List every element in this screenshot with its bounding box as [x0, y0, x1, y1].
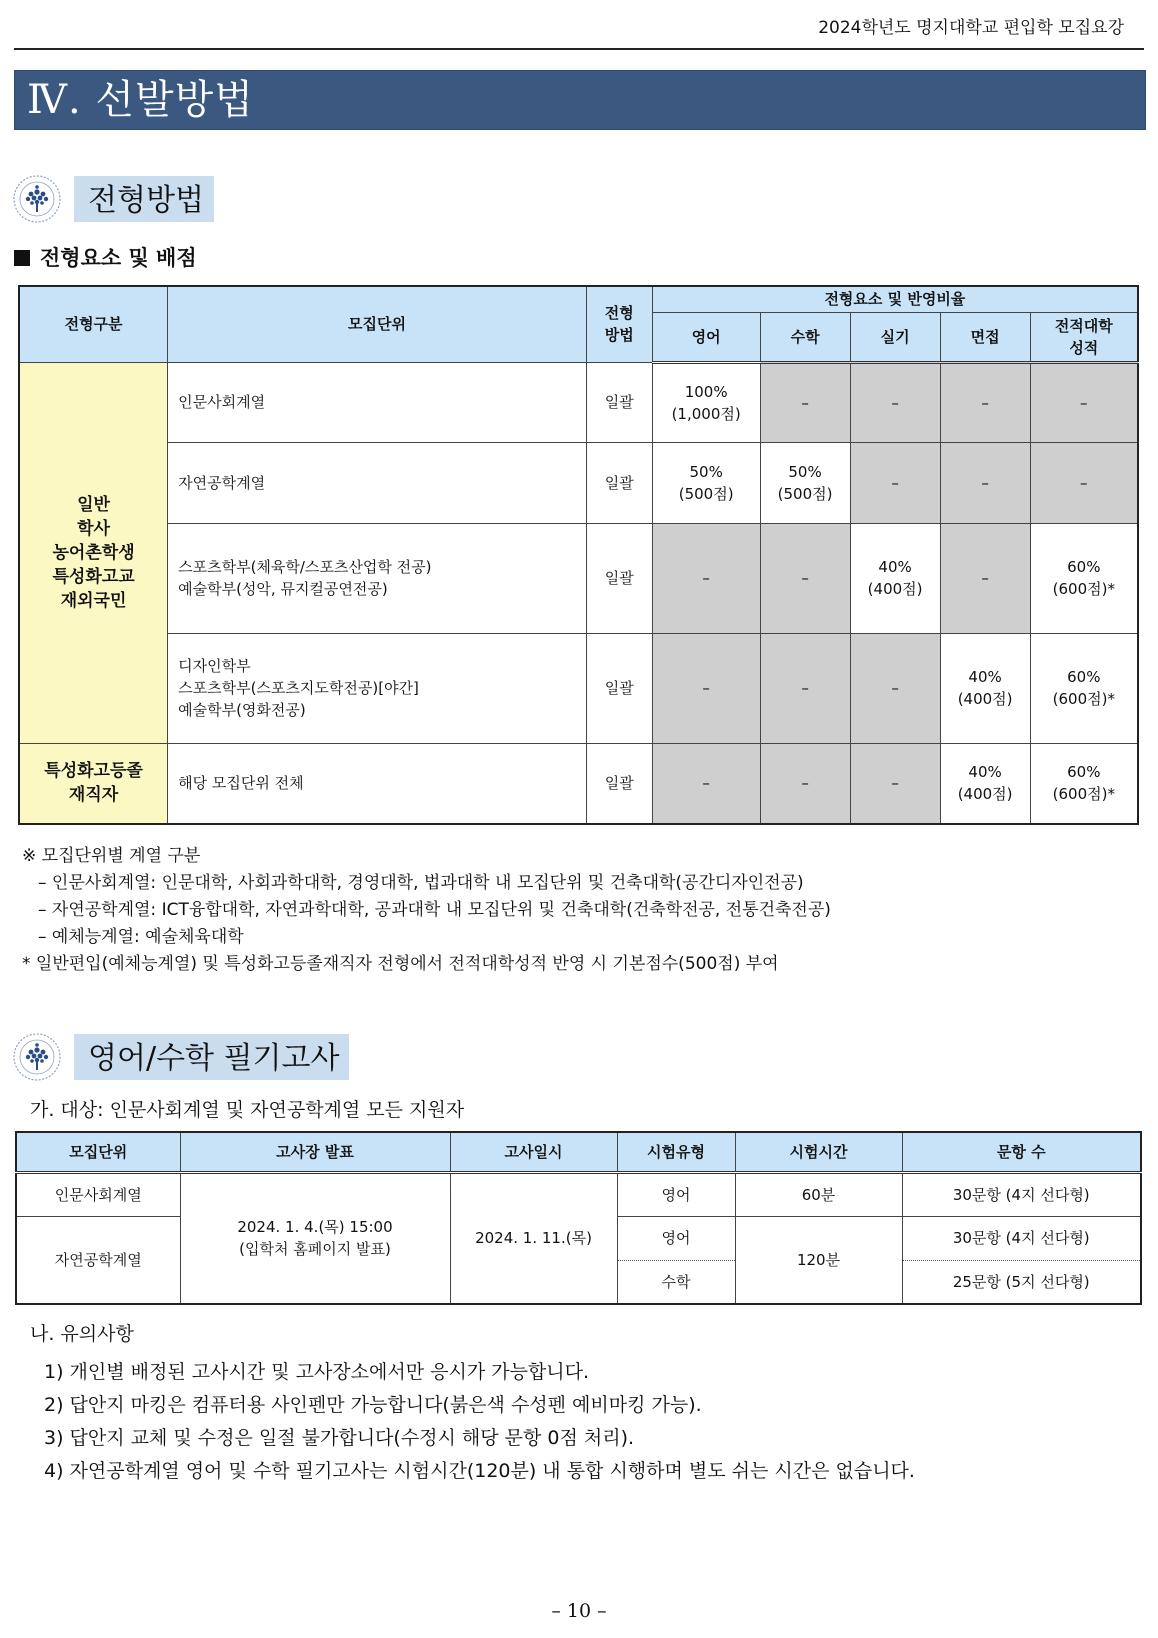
math-cell	[760, 442, 850, 523]
value-line: 60%	[1067, 668, 1101, 686]
written-exam-table	[15, 1131, 1142, 1305]
caution-item: 2) 답안지 마킹은 컴퓨터용 사인펜만 가능합니다(붉은색 수성펜 예비마킹 가능).	[44, 1394, 702, 1416]
unit-cell	[168, 633, 587, 743]
unit-line: 예술학부(성악, 뮤지컬공연전공)	[178, 580, 388, 598]
group-general	[19, 362, 168, 743]
value-line: 50%	[788, 462, 822, 481]
group-line: 농어촌학생	[52, 542, 135, 563]
method-cell: 일괄	[586, 523, 652, 633]
value-line: (400점)	[957, 785, 1013, 804]
header-date: 고사일시	[450, 1132, 617, 1172]
document-title: 2024학년도 명지대학교 편입학 모집요강	[818, 18, 1124, 38]
table-row	[19, 362, 1138, 442]
english-cell: –	[652, 633, 760, 743]
caution-item: 1) 개인별 배정된 고사시간 및 고사장소에서만 응시가 가능합니다.	[44, 1361, 590, 1383]
value-line: (400점)	[957, 690, 1013, 708]
unit-line: 스포츠학부(스포츠지도학전공)[야간]	[178, 679, 419, 697]
caution-item: 3) 답안지 교체 및 수정은 일절 불가합니다(수정시 해당 문항 0점 처리).	[44, 1427, 635, 1449]
interview-cell: –	[940, 442, 1030, 523]
announce-line: (입학처 홈페이지 발표)	[239, 1240, 391, 1259]
announce-cell	[180, 1172, 450, 1304]
interview-cell	[940, 633, 1030, 743]
unit-science: 자연공학계열	[16, 1216, 180, 1304]
note-line: – 인문사회계열: 인문대학, 사회과학대학, 경영대학, 법과대학 내 모집단위 및 건축대학(공간디자인전공)	[38, 873, 804, 893]
value-line: (400점)	[867, 580, 923, 598]
table-row	[19, 743, 1138, 824]
practical-cell: –	[850, 743, 940, 824]
math-cell: –	[760, 362, 850, 442]
header-unit: 모집단위	[16, 1132, 180, 1172]
group-line: 재외국민	[60, 590, 127, 611]
practical-cell: –	[850, 362, 940, 442]
value-line: 40%	[968, 763, 1002, 782]
count-cell: 30문항 (4지 선다형)	[902, 1216, 1141, 1260]
group-line: 특성화고교	[52, 566, 135, 587]
value-line: 50%	[689, 462, 723, 481]
unit-line: 인문사회계열	[178, 393, 266, 411]
group-line: 특성화고등졸	[44, 761, 143, 782]
table-row	[19, 523, 1138, 633]
note-heading: ※ 모집단위별 계열 구분	[22, 846, 201, 866]
note-footnote: * 일반편입(예체능계열) 및 특성화고등졸재직자 전형에서 전적대학성적 반영 시 기본점수(500점) 부여	[22, 954, 779, 974]
method-cell: 일괄	[586, 633, 652, 743]
subhead-text: 전형요소 및 배점	[40, 246, 197, 270]
header-announce: 고사장 발표	[180, 1132, 450, 1172]
interview-cell: –	[940, 523, 1030, 633]
page-number: – 10 –	[551, 1600, 607, 1622]
value-line: (600점)*	[1052, 785, 1115, 804]
table-row	[19, 633, 1138, 743]
unit-cell	[168, 362, 587, 442]
unit-line: 예술학부(영화전공)	[178, 701, 306, 719]
gpa-cell	[1030, 633, 1138, 743]
math-cell: –	[760, 633, 850, 743]
subhead-elements-scores	[14, 244, 197, 272]
time-cell: 120분	[735, 1216, 902, 1304]
unit-line: 스포츠학부(체육학/스포츠산업학 전공)	[178, 558, 432, 576]
header-count: 문항 수	[902, 1132, 1141, 1172]
header-interview: 면접	[940, 312, 1030, 362]
unit-cell	[168, 743, 587, 824]
unit-cell	[168, 523, 587, 633]
time-cell: 60분	[735, 1172, 902, 1216]
value-line: 60%	[1067, 558, 1101, 576]
unit-cell	[168, 442, 587, 523]
university-emblem-icon	[12, 1032, 62, 1082]
interview-cell	[940, 743, 1030, 824]
count-cell: 30문항 (4지 선다형)	[902, 1172, 1141, 1216]
group-line: 일반	[77, 494, 110, 515]
table-row	[16, 1172, 1141, 1216]
gpa-cell	[1030, 523, 1138, 633]
value-line: 40%	[968, 668, 1002, 686]
group-line: 재직자	[68, 785, 119, 806]
notes-block	[22, 843, 831, 978]
type-cell: 영어	[617, 1172, 735, 1216]
type-cell: 수학	[617, 1260, 735, 1304]
running-header	[14, 16, 1144, 50]
note-line: – 자연공학계열: ICT융합대학, 자연과학대학, 공과대학 내 모집단위 및 건축대학(건축학전공, 전통건축전공)	[38, 900, 831, 920]
practical-cell: –	[850, 633, 940, 743]
note-line: – 예체능계열: 예술체육대학	[38, 927, 244, 947]
unit-line: 해당 모집단위 전체	[178, 774, 304, 793]
cautions-list	[44, 1356, 915, 1488]
method-cell: 일괄	[586, 743, 652, 824]
black-square-bullet-icon	[14, 250, 30, 266]
count-cell: 25문항 (5지 선다형)	[902, 1260, 1141, 1304]
exam-target: 가. 대상: 인문사회계열 및 자연공학계열 모든 지원자	[30, 1099, 465, 1121]
cautions-title: 나. 유의사항	[30, 1323, 134, 1345]
chapter-title-bar	[14, 70, 1146, 130]
value-line: (500점)	[777, 484, 833, 503]
header-practical: 실기	[850, 312, 940, 362]
section-title-label: 전형방법	[74, 176, 214, 222]
header-gpa-line2: 성적	[1069, 338, 1099, 357]
header-gpa	[1030, 312, 1138, 362]
header-method-line2: 방법	[604, 326, 634, 345]
group-line: 학사	[77, 518, 110, 539]
header-type: 시험유형	[617, 1132, 735, 1172]
english-cell: –	[652, 743, 760, 824]
section-title-label: 영어/수학 필기고사	[74, 1034, 349, 1080]
header-time: 시험시간	[735, 1132, 902, 1172]
english-cell	[652, 442, 760, 523]
value-line: 40%	[878, 558, 912, 576]
english-cell	[652, 362, 760, 442]
header-unit: 모집단위	[168, 286, 587, 362]
practical-cell	[850, 523, 940, 633]
value-line: 100%	[684, 382, 728, 401]
unit-humanities: 인문사회계열	[16, 1172, 180, 1216]
header-method	[586, 286, 652, 362]
selection-method-table	[18, 285, 1139, 825]
header-math: 수학	[760, 312, 850, 362]
value-line: (600점)*	[1052, 580, 1115, 598]
gpa-cell: –	[1030, 442, 1138, 523]
university-emblem-icon	[12, 174, 62, 224]
caution-item: 4) 자연공학계열 영어 및 수학 필기고사는 시험시간(120분) 내 통합 시행하며 별도 쉬는 시간은 없습니다.	[44, 1460, 915, 1482]
math-cell: –	[760, 523, 850, 633]
chapter-title: Ⅳ. 선발방법	[27, 77, 254, 123]
math-cell: –	[760, 743, 850, 824]
english-cell: –	[652, 523, 760, 633]
value-line: (1,000점)	[671, 404, 741, 423]
value-line: (600점)*	[1052, 690, 1115, 708]
date-cell: 2024. 1. 11.(목)	[450, 1172, 617, 1304]
gpa-cell: –	[1030, 362, 1138, 442]
group-employed	[19, 743, 168, 824]
type-cell: 영어	[617, 1216, 735, 1260]
value-line: (500점)	[678, 484, 734, 503]
header-type: 전형구분	[19, 286, 168, 362]
header-method-line1: 전형	[604, 304, 634, 323]
method-cell: 일괄	[586, 442, 652, 523]
header-english: 영어	[652, 312, 760, 362]
unit-line: 디자인학부	[178, 657, 251, 675]
header-elements: 전형요소 및 반영비율	[652, 286, 1138, 312]
announce-line: 2024. 1. 4.(목) 15:00	[237, 1218, 393, 1237]
header-gpa-line1: 전적대학	[1054, 316, 1113, 335]
gpa-cell	[1030, 743, 1138, 824]
method-cell: 일괄	[586, 362, 652, 442]
value-line: 60%	[1067, 763, 1101, 782]
practical-cell: –	[850, 442, 940, 523]
table-row	[19, 442, 1138, 523]
unit-line: 자연공학계열	[178, 473, 266, 492]
interview-cell: –	[940, 362, 1030, 442]
